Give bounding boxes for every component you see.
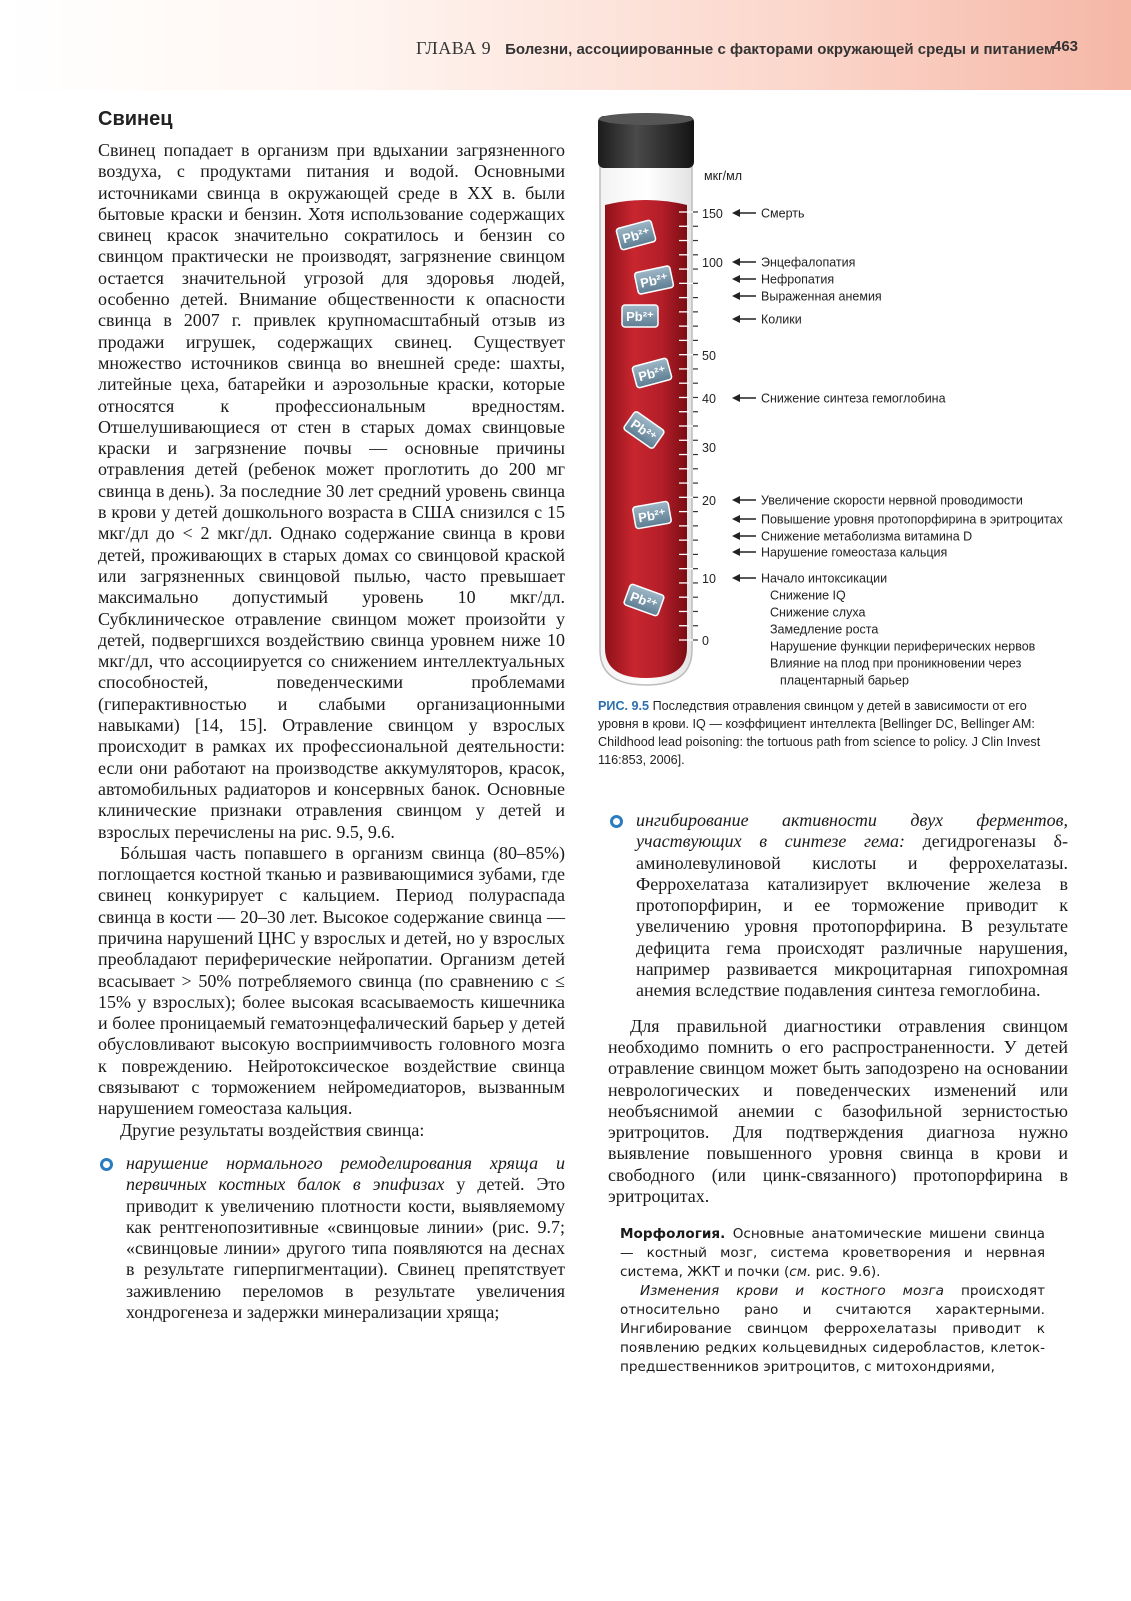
arrow-head-icon xyxy=(732,548,740,556)
scale-label-30: 30 xyxy=(702,441,716,455)
scale-label-40: 40 xyxy=(702,392,716,406)
effect-label: Смерть xyxy=(761,206,805,221)
paragraph: Бóльшая часть попавшего в организм свинца (80–85%) поглощается костной тканью и развивающимися зубами, где свинец конкурирует с кальцием. Период полураспада свинца в кости — 20–30 лет. Высокое содержание свинца — причина нарушений ЦНС у взрослых и детей, но у взрослых преобладают периферические нейропатии. Организм детей всасывает > 50% потребляемого свинца (по сравнению с ≤ 15% у взрослых); более высокая всасываемость кишечника и более проницаемый гематоэнцефалический барьер у детей обусловливают высокую восприимчивость головного мозга к повреждению. Нейротоксическое воздействие свинца связывают с торможением нейромедиаторов, вызванным нарушением гомеостаза кальция. xyxy=(98,842,565,1119)
svg-text:Pb²⁺: Pb²⁺ xyxy=(620,224,652,247)
list-item: нарушение нормального ремоделирования хряща и первичных костных балок в эпифизах у детей. Это приводит к увеличению плотности кости, выявляемому как рентгенопозитивные «свинцовые линии» (рис. 9.7; «свинцовые линии» другого типа появляются на деснах в результате гиперпигментации). Свинец препятствует заживлению переломов в результате увеличения хондрогенеза и задержки минерализации хряща; xyxy=(98,1153,565,1323)
morphology-block xyxy=(620,1225,1045,1377)
paragraph: Изменения крови и костного мозга происходят относительно рано и считаются характерными. Ингибирование свинцом феррохелатазы приводит к появлению редких кольцевидных сидеробластов, клеток-предшественников эритроцитов, с митохондриями, xyxy=(620,1283,1045,1375)
caption-label: РИС. 9.5 xyxy=(598,699,650,713)
effect-sublabel: Снижение слуха xyxy=(770,605,866,620)
figure-caption xyxy=(598,697,1066,769)
effect-label: Нефропатия xyxy=(761,272,835,287)
effect-label: Повышение уровня протопорфирина в эритроцитах xyxy=(761,512,1063,527)
pb-ion-icon xyxy=(622,305,658,327)
effect-sublabel: Замедление роста xyxy=(770,622,879,637)
effect-sublabel: плацентарный барьер xyxy=(780,673,909,688)
effect-label: Энцефалопатия xyxy=(761,255,856,270)
right-column xyxy=(608,810,1068,1207)
paragraph: Для правильной диагностики отравления свинцом необходимо помнить о его распространенности. У детей отравление свинцом может быть заподозрено на основании неврологических и поведенческих изменений или необъяснимой анемии с базофильной зернистостью эритроцитов. Для подтверждения диагноза нужно выявление повышенного уровня свинца в крови и свободного (или цинк-связанного) протопорфирина в эритроцитах. xyxy=(608,1015,1068,1207)
effect-label: Увеличение скорости нервной проводимости xyxy=(761,493,1023,508)
arrow-head-icon xyxy=(732,515,740,523)
left-column xyxy=(98,140,565,1323)
effect-sublabel: Нарушение функции периферических нервов xyxy=(770,639,1036,654)
scale-label-150: 150 xyxy=(702,207,723,221)
bullet-icon xyxy=(100,1158,113,1171)
arrow-head-icon xyxy=(732,315,740,323)
effect-label: Выраженная анемия xyxy=(761,289,882,304)
arrow-head-icon xyxy=(732,258,740,266)
scale-label-100: 100 xyxy=(702,256,723,270)
scale-label-50: 50 xyxy=(702,349,716,363)
bullet-list xyxy=(98,1153,565,1323)
list-item: ингибирование активности двух ферментов, участвующих в синтезе гема: дегидрогеназы δ-аминолевулиновой кислоты и феррохелатазы. Феррохелатаза катализирует включение железа в протопорфирин, и ее торможение приводит к увеличению уровня протопорфирина. В результате дефицита гема происходят различные нарушения, например развивается микроцитарная гипохромная анемия вследствие подавления синтеза гемоглобина. xyxy=(608,810,1068,1002)
unit-label: мкг/мл xyxy=(704,169,742,183)
arrow-head-icon xyxy=(732,275,740,283)
effect-sublabel: Снижение IQ xyxy=(770,588,846,603)
chapter-title: Болезни, ассоциированные с факторами окружающей среды и питанием xyxy=(505,41,1055,58)
arrow-head-icon xyxy=(732,532,740,540)
paragraph: Другие результаты воздействия свинца: xyxy=(120,1119,425,1140)
scale-label-20: 20 xyxy=(702,494,716,508)
effect-sublabel: Влияние на плод при проникновении через xyxy=(770,656,1022,671)
svg-text:Pb²⁺: Pb²⁺ xyxy=(637,505,668,526)
arrow-head-icon xyxy=(732,574,740,582)
scale-label-10: 10 xyxy=(702,572,716,586)
svg-text:Pb²⁺: Pb²⁺ xyxy=(628,588,660,613)
arrow-head-icon xyxy=(732,209,740,217)
effect-label: Снижение метаболизма витамина D xyxy=(761,529,973,544)
caption-text: Последствия отравления свинцом у детей в зависимости от его уровня в крови. IQ — коэффициент интеллекта [Bellinger DC, Bellinger AM: Childhood lead poisoning: the tortuous path from science to policy. J Clin Invest 116:853, 2006]. xyxy=(598,699,1041,767)
svg-text:Pb²⁺: Pb²⁺ xyxy=(626,309,654,324)
effect-label: Колики xyxy=(761,312,802,327)
svg-text:Pb²⁺: Pb²⁺ xyxy=(636,362,668,385)
arrow-head-icon xyxy=(732,292,740,300)
paragraph: Свинец попадает в организм при вдыхании загрязненного воздуха, с продуктами питания и водой. Основными источниками свинца в окружающей среде в XX в. были бытовые краски и бензин. Хотя использование содержащих свинец красок значительно сократилось и бензин со свинцом практически не производят, загрязнение свинцом остается значительной угрозой для здоровья людей, особенно детей. Внимание общественности к опасности свинца в 2007 г. привлек крупномасштабный отзыв из продажи игрушек, содержащих свинец. Существует множество источников свинца во внешней среде: шахты, литейные цеха, батарейки и аэрозольные краски, которые относятся к профессиональным вредностям. Отшелушивающиеся от стен в старых домах свинцовые краски и загрязнение почвы — основные причины отравления детей (ребенок может проглотить до 200 мг свинца в день). За последние 30 лет средний уровень свинца в крови у детей дошкольного возраста в США снизился с 15 мкг/дл до < 2 мкг/дл. Однако содержание свинца в крови детей, проживающих в старых домах со свинцовой краской или загрязненных свинцовой пылью, часто превышает максимально допустимый уровень 10 мкг/дл. Субклиническое отравление свинцом может произойти у детей, подвергшихся воздействию свинца уровнем ниже 10 мкг/дл, что ассоциируется со снижением интеллектуальных способностей, поведенческими проблемами (гиперактивностью и слабыми организационными навыками) [14, 15]. Отравление свинцом у взрослых происходит в рамках их профессиональной деятельности: если они работают на производстве аккумуляторов, красок, автомобильных радиаторов и консервных банок. Основные клинические признаки отравления свинцом у детей и взрослых перечислены на рис. 9.5, 9.6. xyxy=(98,140,565,842)
svg-text:Pb²⁺: Pb²⁺ xyxy=(628,416,660,445)
arrow-head-icon xyxy=(732,394,740,402)
paragraph: Морфология. Основные анатомические мишени свинца — костный мозг, система кроветворения и нервная система, ЖКТ и почки (см. рис. 9.6). xyxy=(620,1226,1045,1280)
scale-label-0: 0 xyxy=(702,634,709,648)
effect-label: Нарушение гомеостаза кальция xyxy=(761,545,948,560)
page-number: 463 xyxy=(1053,38,1079,55)
effect-label: Снижение синтеза гемоглобина xyxy=(761,391,946,406)
bullet-icon xyxy=(610,815,623,828)
svg-text:Pb²⁺: Pb²⁺ xyxy=(638,270,670,291)
effect-label: Начало интоксикации xyxy=(761,571,888,586)
page-header xyxy=(0,0,1131,90)
bullet-list xyxy=(608,810,1068,1002)
arrow-head-icon xyxy=(732,496,740,504)
chapter-label: ГЛАВА 9 Болезни, ассоциированные с факторами окружающей среды и питанием xyxy=(416,38,1055,58)
figure-blood-tube xyxy=(596,110,1066,695)
section-title: Свинец xyxy=(98,108,173,130)
